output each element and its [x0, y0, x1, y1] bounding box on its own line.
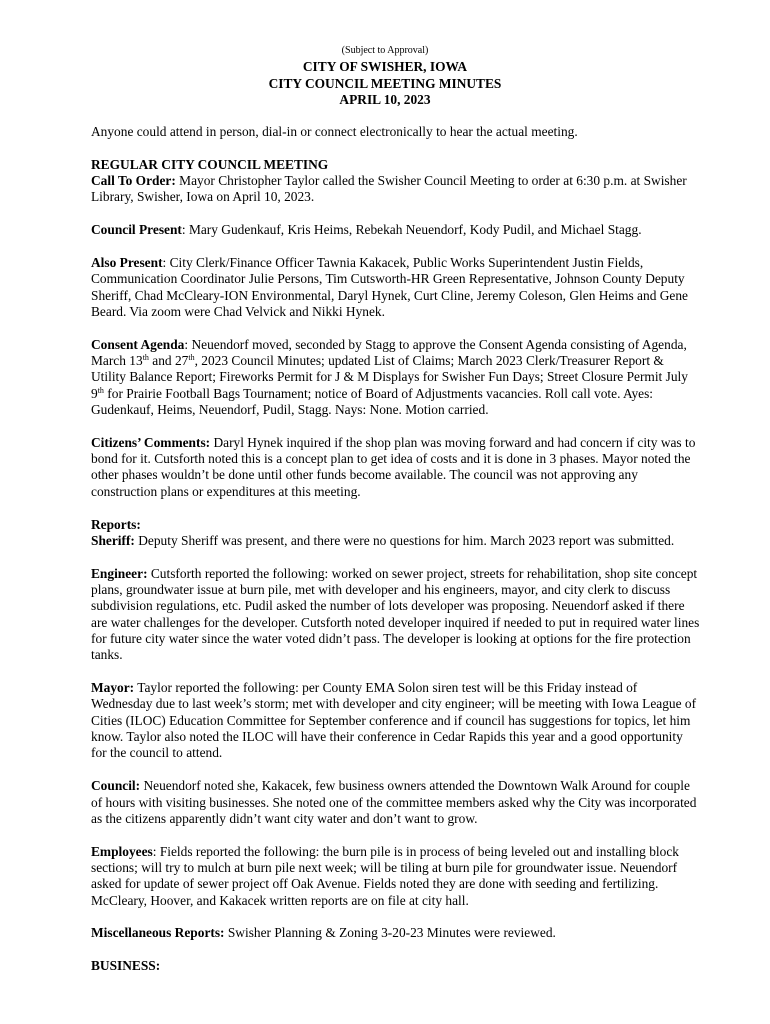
misc-reports-label: Miscellaneous Reports: — [91, 925, 225, 941]
call-to-order-label: Call To Order: — [91, 173, 176, 189]
council-present-paragraph: Council Present: Mary Gudenkauf, Kris Heims, Rebekah Neuendorf, Kody Pudil, and Michael Stagg. — [91, 222, 642, 238]
consent-agenda-label: Consent Agenda — [91, 336, 185, 352]
sheriff-paragraph: Sheriff: Deputy Sheriff was present, and there were no questions for him. March 2023 report was submitted. — [91, 532, 675, 548]
engineer-label: Engineer: — [91, 565, 148, 581]
engineer-paragraph: Engineer: Cutsforth reported the following: worked on sewer project, streets for rehabilitation, shop site concept plans, groundwater issue at burn pile, met with developer and his engineers, mayor, and city clerk to discuss subdivision regulations, etc. Pudil asked the number of lots developer was proposing. Neuendorf asked if there are water challenges for the developer. Cutsforth noted developer inquired if needed to put in required water lines for future city water since the water voted didn’t pass. The developer is looking at options for the fire protection tanks. — [91, 565, 700, 663]
call-to-order-paragraph: Call To Order: Mayor Christopher Taylor called the Swisher Council Meeting to order at 6:30 p.m. at Swisher Library, Swisher, Iowa on April 10, 2023. — [91, 173, 687, 205]
consent-agenda-paragraph: Consent Agenda: Neuendorf moved, seconded by Stagg to approve the Consent Agenda consisting of Agenda, March 13th and 27th, 2023 Council Minutes; updated List of Claims; March 2023 Clerk/Treasurer Report & Utility Balance Report; Fireworks Permit for J & M Displays for Swisher Fun Days; Street Closure Permit July 9th for Prairie Football Bags Tournament; notice of Board of Adjustments vacancies. Roll call vote. Ayes: Gudenkauf, Heims, Neuendorf, Pudil, Stagg. Nays: None. Motion carried. — [91, 336, 688, 418]
reports-heading: Reports: — [91, 516, 141, 532]
employees-label: Employees — [91, 843, 153, 859]
mayor-label: Mayor: — [91, 680, 135, 696]
employees-paragraph: Employees: Fields reported the following: the burn pile is in process of being leveled out and installing block sections; will try to mulch at burn pile next week; will be tiling at burn pile for groundwater issue. Neuendorf asked for update of sewer project off Oak Avenue. Fields noted they are done with seeding and fertilizing. McCleary, Hoover, and Kakacek written reports are on file at city hall. — [91, 843, 679, 908]
mayor-paragraph: Mayor: Taylor reported the following: per County EMA Solon siren test will be this Friday instead of Wednesday due to last week’s storm; met with developer and city engineer; will be meeting with Iowa League of Cities (ILOC) Education Committee for September conference and if council has suggestions for topics, let him know. Taylor also noted the ILOC will have their conference in Cedar Rapids this year and a good opportunity for the council to attend. — [91, 680, 697, 761]
minutes-body — [91, 124, 701, 991]
citizens-comments-label: Citizens’ Comments: — [91, 434, 211, 450]
meeting-date: APRIL 10, 2023 — [339, 92, 431, 107]
document-title: CITY COUNCIL MEETING MINUTES — [268, 76, 502, 91]
intro-paragraph: Anyone could attend in person, dial-in or connect electronically to hear the actual meeting. — [91, 124, 578, 139]
council-label: Council: — [91, 778, 141, 794]
sheriff-label: Sheriff: — [91, 532, 135, 548]
also-present-paragraph: Also Present: City Clerk/Finance Officer Tawnia Kakacek, Public Works Superintendent Justin Fields, Communication Coordinator Julie Persons, Tim Cutsworth-HR Green Representative, Johnson County Deputy Sheriff, Chad McCleary-ION Environmental, Daryl Hynek, Curt Cline, Jeremy Coleson, Glen Heims and Gene Beard. Via zoom were Chad Velvick and Nikki Hynek. — [91, 254, 688, 319]
citizens-comments-paragraph: Citizens’ Comments: Daryl Hynek inquired if the shop plan was moving forward and had concern if city was to bond for it. Cutsforth noted this is a concept plan to get idea of costs and it is done in 3 phases. Mayor noted the other phases wouldn’t be done until other funds become available. The council was not approving any construction plans or expenditures at this meeting. — [91, 434, 696, 499]
city-name: CITY OF SWISHER, IOWA — [302, 59, 468, 74]
council-paragraph: Council: Neuendorf noted she, Kakacek, few business owners attended the Downtown Walk Around for couple of hours with visiting businesses. She noted one of the committee members asked why the City was incorporated as the citizens apparently didn’t want city water and don’t want to grow. — [91, 778, 697, 826]
council-present-label: Council Present — [91, 222, 182, 238]
business-heading: BUSINESS: — [91, 958, 161, 974]
approval-note: (Subject to Approval) — [341, 45, 429, 56]
meeting-heading: REGULAR CITY COUNCIL MEETING — [91, 156, 329, 172]
misc-reports-paragraph: Miscellaneous Reports: Swisher Planning & Zoning 3-20-23 Minutes were reviewed. — [91, 925, 556, 941]
also-present-label: Also Present — [91, 254, 163, 270]
